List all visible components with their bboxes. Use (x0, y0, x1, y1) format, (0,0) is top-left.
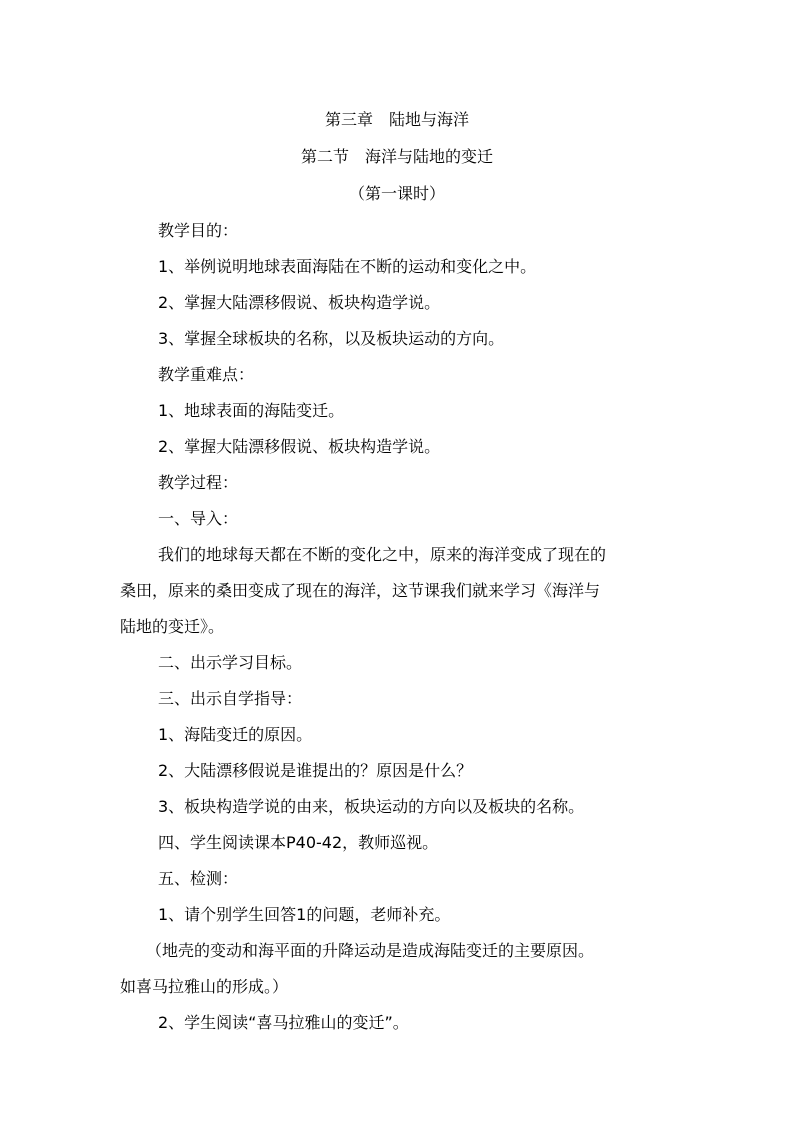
heading-teaching-process: 教学过程： (158, 473, 239, 492)
check-item: 2、学生阅读“喜马拉雅山的变迁”。 (158, 1013, 409, 1032)
goal-item: 3、掌握全球板块的名称，以及板块运动的方向。 (158, 329, 505, 348)
paragraph-line: 我们的地球每天都在不断的变化之中，原来的海洋变成了现在的 (158, 545, 607, 564)
check-item: 1、请个别学生回答1的问题，老师补充。 (158, 905, 451, 924)
paragraph-line: 陆地的变迁》。 (120, 617, 225, 636)
goal-item: 2、掌握大陆漂移假说、板块构造学说。 (158, 293, 441, 312)
guide-item: 3、板块构造学说的由来，板块运动的方向以及板块的名称。 (158, 797, 585, 816)
goal-item: 1、举例说明地球表面海陆在不断的运动和变化之中。 (158, 257, 537, 276)
heading-teaching-goals: 教学目的： (158, 221, 239, 240)
process-step: 四、学生阅读课本P40-42，教师巡视。 (158, 833, 439, 852)
process-step: 五、检测： (158, 869, 239, 888)
paragraph-line: 如喜马拉雅山的形成。） (120, 977, 289, 996)
key-point-item: 1、地球表面的海陆变迁。 (158, 401, 345, 420)
key-point-item: 2、掌握大陆漂移假说、板块构造学说。 (158, 437, 441, 456)
guide-item: 1、海陆变迁的原因。 (158, 725, 313, 744)
process-step: 一、导入： (158, 509, 239, 528)
guide-item: 2、大陆漂移假说是谁提出的？原因是什么？ (158, 761, 473, 780)
heading-key-points: 教学重难点： (158, 365, 255, 384)
process-step: 二、出示学习目标。 (158, 653, 303, 672)
paragraph-line: 桑田，原来的桑田变成了现在的海洋，这节课我们就来学习《海洋与 (120, 581, 601, 600)
section-title: 第二节 海洋与陆地的变迁 (300, 147, 493, 166)
chapter-title: 第三章 陆地与海洋 (324, 110, 469, 129)
paragraph-line: （地壳的变动和海平面的升降运动是造成海陆变迁的主要原因。 (146, 941, 595, 960)
process-step: 三、出示自学指导： (158, 689, 303, 708)
lesson-note: （第一课时） (348, 184, 445, 203)
